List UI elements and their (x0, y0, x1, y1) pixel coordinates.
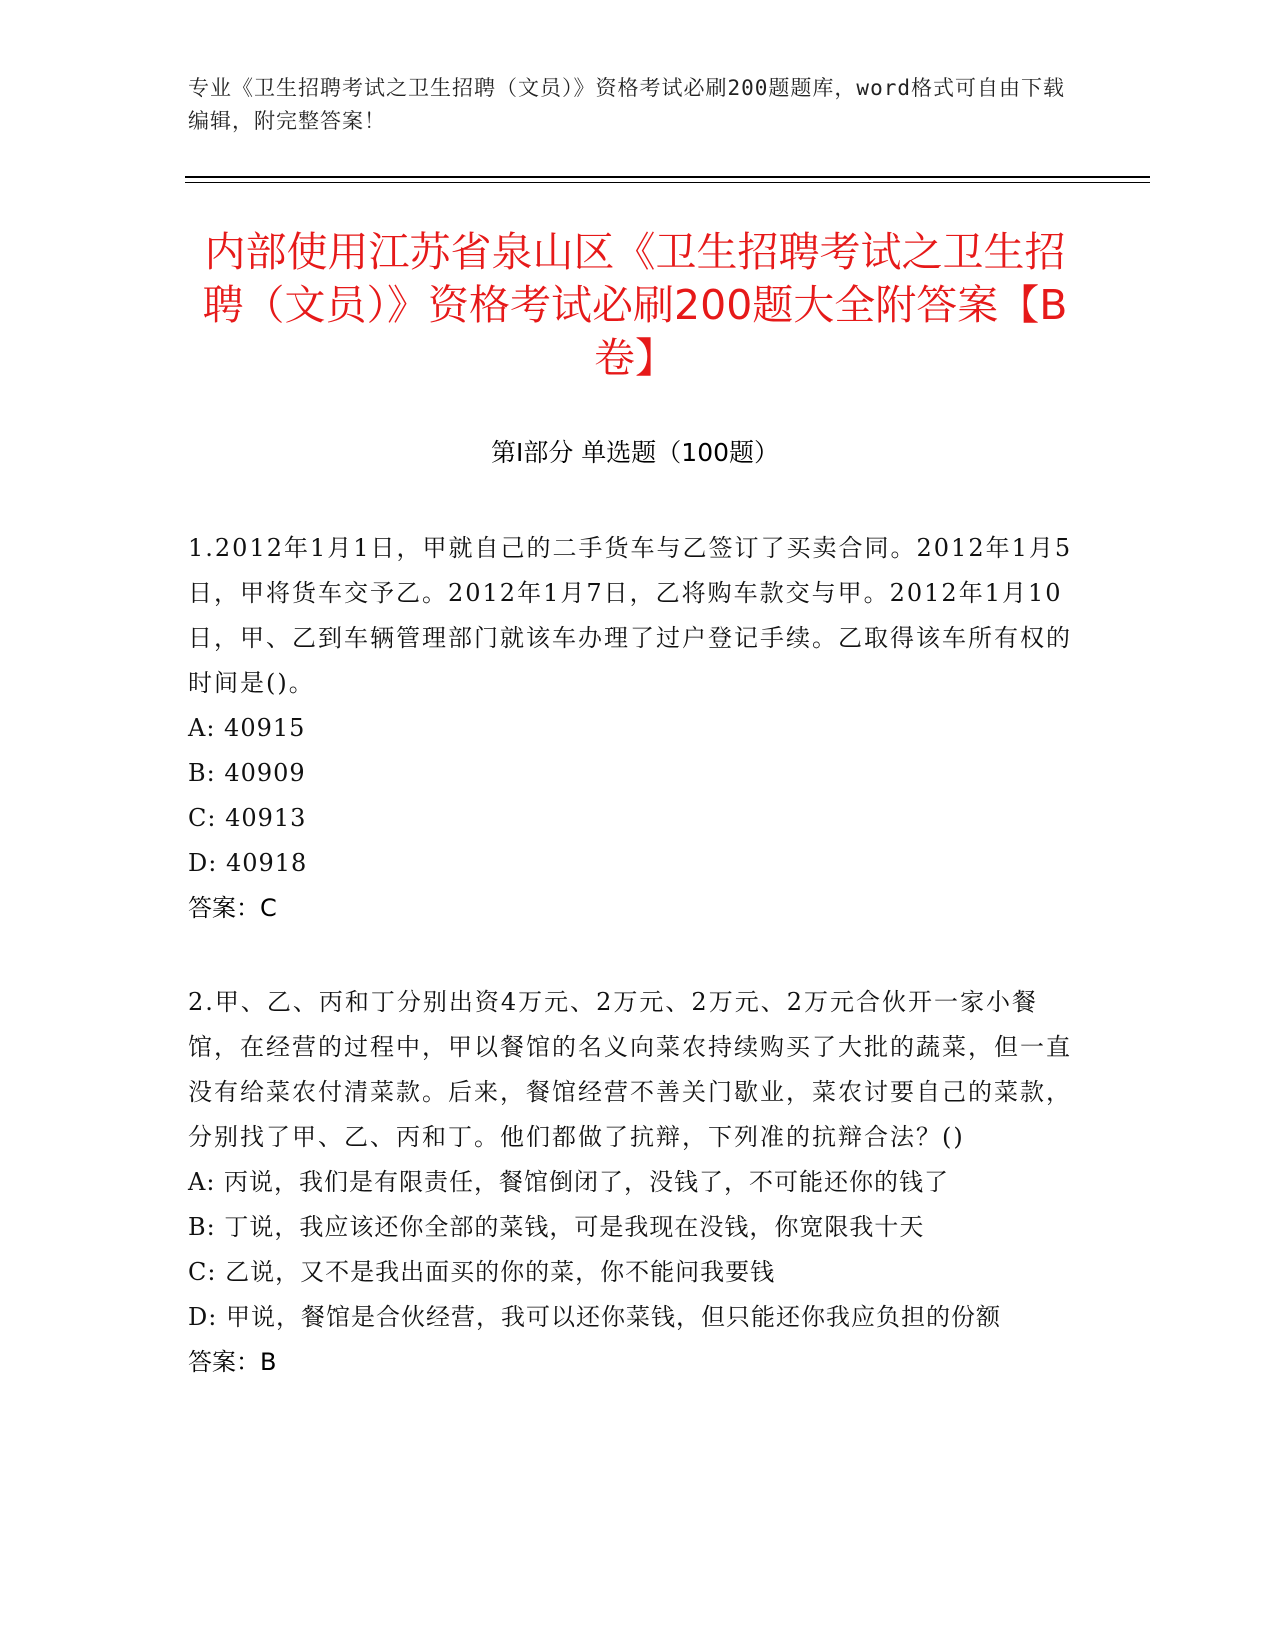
question-stem: 1.2012年1月1日，甲就自己的二手货车与乙签订了买卖合同。2012年1月5日，甲将货车交予乙。2012年1月7日，乙将购车款交与甲。2012年1月10日，甲、乙到车辆管理部门就该车办理了过户登记手续。乙取得该车所有权的时间是()。 (188, 534, 1073, 697)
header-rule-thick (185, 176, 1150, 178)
option-b: B: 40909 (188, 759, 306, 787)
question-1 (188, 526, 1078, 931)
option-a: A: 丙说，我们是有限责任，餐馆倒闭了，没钱了，不可能还你的钱了 (188, 1168, 950, 1196)
option-c: C: 40913 (188, 804, 307, 832)
document-title: 内部使用江苏省泉山区《卫生招聘考试之卫生招聘（文员）》资格考试必刷200题大全附答案【B卷】 (202, 228, 1068, 382)
answer: 答案：B (188, 1348, 277, 1376)
question-2 (188, 980, 1078, 1385)
option-c: C: 乙说，又不是我出面买的你的菜，你不能问我要钱 (188, 1258, 776, 1286)
option-d: D: 40918 (188, 849, 308, 877)
header-rule-thin (185, 182, 1150, 183)
option-a: A: 40915 (188, 714, 306, 742)
option-b: B: 丁说，我应该还你全部的菜钱，可是我现在没钱，你宽限我十天 (188, 1213, 925, 1241)
header-note: 专业《卫生招聘考试之卫生招聘（文员）》资格考试必刷200题题库，word格式可自由下载编辑，附完整答案！ (188, 76, 1065, 133)
option-d: D: 甲说，餐馆是合伙经营，我可以还你菜钱，但只能还你我应负担的份额 (188, 1303, 1001, 1331)
answer: 答案：C (188, 894, 277, 922)
question-stem: 2.甲、乙、丙和丁分别出资4万元、2万元、2万元、2万元合伙开一家小餐馆，在经营的过程中，甲以餐馆的名义向菜农持续购买了大批的蔬菜，但一直没有给菜农付清菜款。后来，餐馆经营不善关门歇业，菜农讨要自己的菜款，分别找了甲、乙、丙和丁。他们都做了抗辩，下列准的抗辩合法？() (188, 988, 1072, 1151)
section-heading: 第I部分 单选题（100题） (490, 438, 780, 467)
